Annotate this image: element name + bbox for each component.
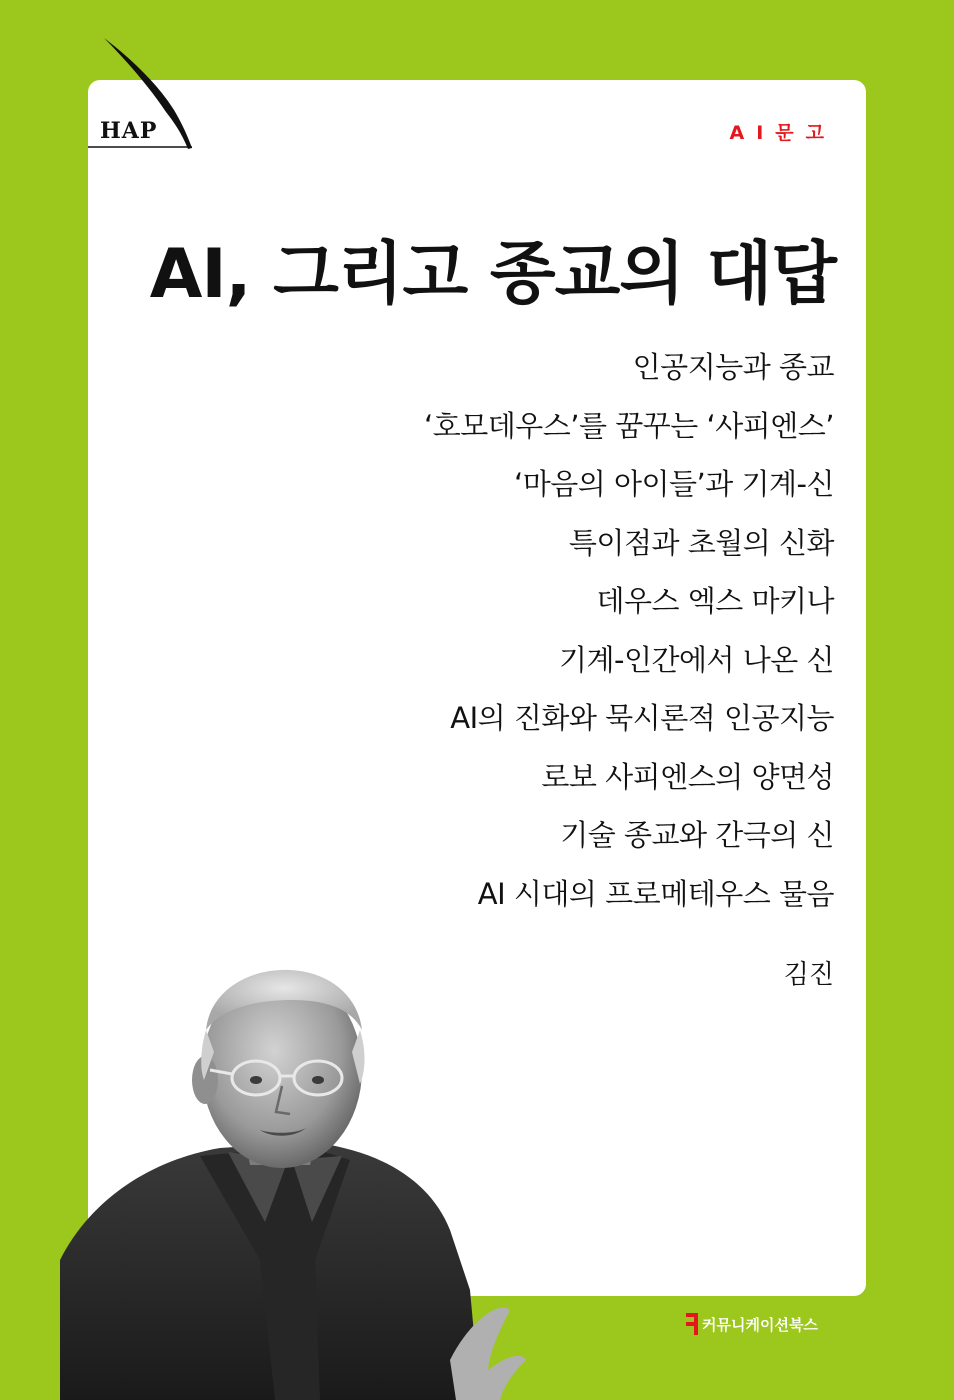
author-photo [60,960,530,1400]
contents-item: 특이점과 초월의 신화 [568,525,834,560]
contents-item: 데우스 엑스 마키나 [596,584,834,618]
publisher-mark-icon [686,1313,698,1335]
contents-item: AI 시대의 프로메테우스 물음 [477,876,834,911]
contents-item: AI의 진화와 묵시론적 인공지능 [450,701,834,735]
contents-item: ‘호모데우스’를 꿈꾸는 ‘사피엔스’ [424,408,834,443]
contents-item: ‘마음의 아이들’과 기계-신 [514,467,834,501]
contents-item: 기계-인간에서 나온 신 [558,642,834,677]
contents-item: 기술 종교와 간극의 신 [560,818,834,852]
contents-list [424,338,834,923]
book-title: AI, 그리고 종교의 대답 [149,235,836,314]
publisher-name: 커뮤니케이션북스 [702,1315,818,1334]
contents-item: 인공지능과 종교 [632,350,834,384]
contents-item: 로보 사피엔스의 양면성 [541,759,834,794]
publisher [686,1311,818,1337]
series-label: AI문고 [729,122,836,144]
author-name: 김진 [783,960,834,990]
imprint-logo-text: HAP [100,118,158,144]
